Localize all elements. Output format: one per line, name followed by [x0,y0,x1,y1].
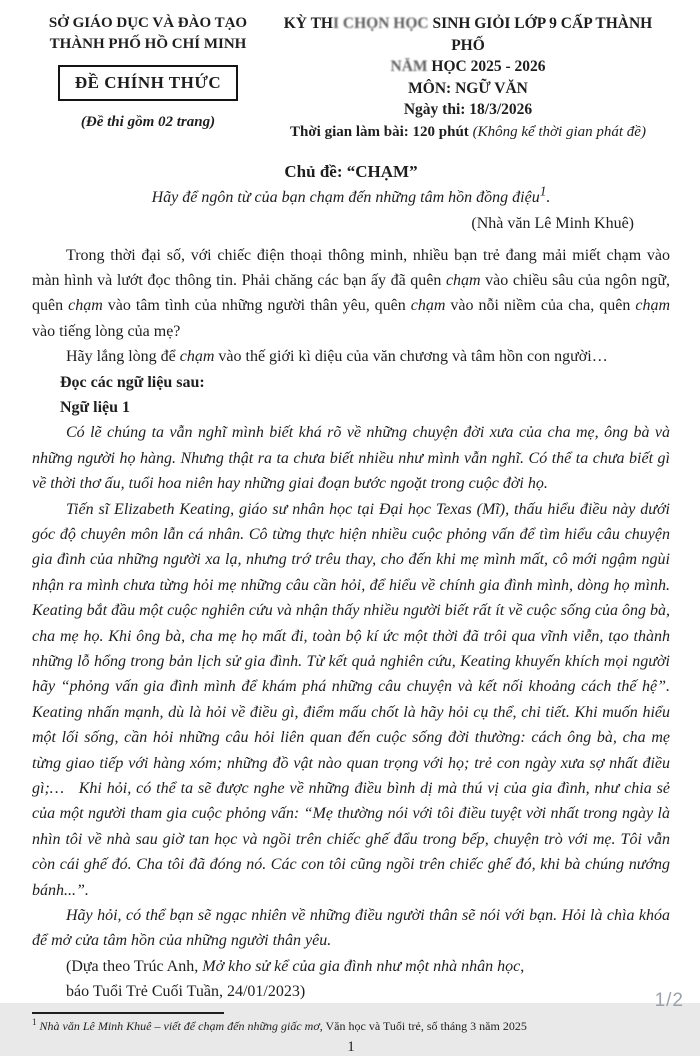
exam-subject: MÔN: NGỮ VĂN [408,79,528,97]
material1-heading: Ngữ liệu 1 [60,398,131,416]
exam-title: KỲ THI CHỌN HỌC SINH GIỎI LỚP 9 CẤP THÀNH PHỐ [283,15,653,54]
quote-attribution: (Nhà văn Lê Minh Khuê) [471,214,634,232]
instruction-heading: Đọc các ngữ liệu sau: [60,373,205,391]
footnote: $^1$ Nhà văn Lê Minh Khuê – viết để chạm đến những giấc mơ, Văn học và Tuổi trẻ, số tháng 3 năm 2025 [32,1016,527,1033]
exam-info-block [264,13,670,143]
exam-header [32,13,670,143]
issuer-line2: THÀNH PHỐ HỒ CHÍ MINH [49,36,247,52]
exam-body [32,243,670,1005]
intro-paragraph-2: Hãy lắng lòng để chạm vào thế giới kì diệu của văn chương và tâm hồn con người… [66,348,608,366]
topic-title: Chủ đề: “CHẠM” [284,161,418,181]
exam-duration: Thời gian làm bài: 120 phút (Không kể thời gian phát đề) [290,123,646,140]
exam-date: Ngày thi: 18/3/2026 [403,101,533,118]
material1-paragraph-1: Có lẽ chúng ta vẫn nghĩ mình biết khá rõ về những chuyện đời xưa của cha mẹ, ông bà và những người họ hàng. Nhưng thật ra ta chưa biết nhiều như mình vẫn nghĩ. Có thể ta chưa biết gì về thời thơ ấu, tuổi hoa niên hay những giai đoạn bước ngoặt trong cuộc đời họ. [32,424,670,493]
official-stamp-wrap [32,55,264,114]
topic-quote: Hãy để ngôn từ của bạn chạm đến những tâm hồn đồng điệu$^1$. [151,183,551,206]
material1-citation-line1: (Dựa theo Trúc Anh, Mở kho sử kể của gia đình như một nhà nhân học, [66,957,525,975]
material1-citation-line2: báo Tuổi Trẻ Cuối Tuần, 24/01/2023) [66,983,306,1001]
corner-page-indicator: 1/2 [654,990,684,1011]
school-year: NĂM HỌC 2025 - 2026 [390,58,546,75]
page-number: 1 [347,1038,355,1055]
material1-paragraph-2: Tiến sĩ Elizabeth Keating, giáo sư nhân học tại Đại học Texas (Mĩ), thấu hiểu điều này dưới góc độ chuyên môn lẫn cá nhân. Cô từng thực hiện nhiều cuộc phỏng vấn để tìm hiểu câu chuyện gia đình của những người xa lạ, nhưng trớ trêu thay, cho đến khi mẹ mình mất, cô mới ngậm ngùi nhận ra mình chưa từng hỏi mẹ những câu cần hỏi, để hiểu về chính gia đình mình, dòng họ mình. Keating bắt đầu một cuộc nghiên cứu và nhận thấy nhiều người biết rất ít về cuộc sống của ông bà, cha mẹ họ. Khi ông bà, cha mẹ họ mất đi, toàn bộ kí ức một thời đã trôi qua vĩnh viễn, tạo thành những lỗ hổng trong bản lịch sử gia đình. Từ kết quả nghiên cứu, Keating khuyến khích mọi người hãy “phỏng vấn gia đình mình để khám phá những câu chuyện và kết nối khoảng cách thế hệ”. Keating nhấn mạnh, dù là hỏi về điều gì, điểm mấu chốt là hãy hỏi cụ thể, chi tiết. Khi muốn hiểu một lối sống, cần hỏi những câu hỏi liên quan đến cuộc sống đời thường: cách ông bà, cha mẹ từng giao tiếp với hàng xóm; những đồ vật nào quan trọng với họ; trẻ con ngày xưa sợ nhất điều gì;… Khi hỏi, có thể ta sẽ được nghe về những điều bình dị mà thú vị của gia đình, như chia sẻ của một người tham gia cuộc phỏng vấn: “Mẹ thường nói với tôi điều tuyệt vời nhất trong ngày là nhìn tôi về nhà sau giờ tan học và ngồi trên chiếc ghế đẩu trong bếp, chuyện trò với mẹ. Tôi vẫn còn cái ghế đó. Cha tôi đã đóng nó. Các con tôi cũng ngồi trên chiếc ghế đó, khi bà chúng nướng bánh...”. [32,500,670,899]
material1-paragraph-3: Hãy hỏi, có thể bạn sẽ ngạc nhiên về những điều người thân sẽ nói với bạn. Hỏi là chìa khóa để mở cửa tâm hồn của những người thân yêu. [32,907,670,950]
exam-pages-note: (Đề thi gồm 02 trang) [80,114,216,130]
official-exam-stamp: ĐỀ CHÍNH THỨC [58,65,238,101]
issuer-line1: SỞ GIÁO DỤC VÀ ĐÀO TẠO [48,15,248,31]
intro-paragraph-1: Trong thời đại số, với chiếc điện thoại thông minh, nhiều bạn trẻ đang mải miết chạm vào màn hình và lướt đọc thông tin. Phải chăng các bạn ấy đã quên chạm vào chiều sâu của ngôn ngữ, quên chạm vào tâm tình của những người thân yêu, quên chạm vào nỗi niềm của cha, quên chạm vào tiếng lòng của mẹ? [32,246,671,340]
footnote-divider [32,1012,224,1014]
issuer-block [32,13,264,131]
